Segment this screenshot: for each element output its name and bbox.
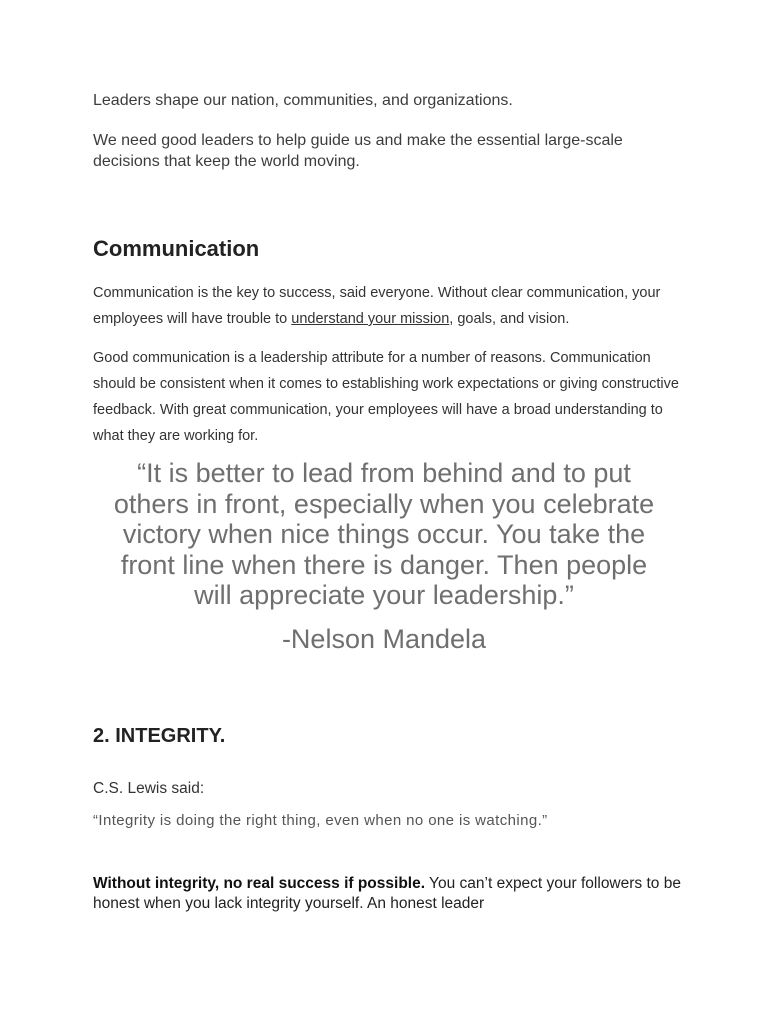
communication-paragraph-1: [93, 280, 683, 332]
communication-paragraph-2: Good communication is a leadership attribute for a number of reasons. Communication should be consistent when it comes to establishing work expectations or giving constructive feedback. With great communication, your employees will have a broad understanding to what they are working for.: [93, 350, 679, 444]
integrity-bold-lead: Without integrity, no real success if possible.: [93, 875, 426, 892]
mandela-quote: [0, 458, 768, 611]
integrity-quote: “Integrity is doing the right thing, even when no one is watching.”: [93, 812, 548, 829]
cs-lewis-said: C.S. Lewis said:: [93, 780, 205, 797]
mandela-quote-text: “It is better to lead from behind and to put others in front, especially when you celebrate victory when nice things occur. You take the front line when there is danger. Then people will appreciate your leadership.”: [113, 458, 655, 610]
quote-author: -Nelson Mandela: [281, 624, 487, 654]
communication-heading: Communication: [93, 236, 260, 261]
integrity-body-text: You can’t expect your followers to be honest when you lack integrity yourself. An honest leader: [93, 875, 681, 912]
integrity-paragraph: [93, 874, 683, 914]
communication-text-after-link: , goals, and vision.: [449, 311, 570, 327]
communication-text-before-link: Communication is the key to success, said everyone. Without clear communication, your employees will have trouble to: [93, 285, 661, 327]
intro-paragraph-2: We need good leaders to help guide us and make the essential large-scale decisions that keep the world moving.: [93, 132, 623, 170]
intro-paragraph-1: Leaders shape our nation, communities, and organizations.: [93, 92, 513, 109]
integrity-heading: 2. INTEGRITY.: [93, 725, 226, 747]
understand-mission-link[interactable]: understand your mission: [291, 311, 450, 327]
